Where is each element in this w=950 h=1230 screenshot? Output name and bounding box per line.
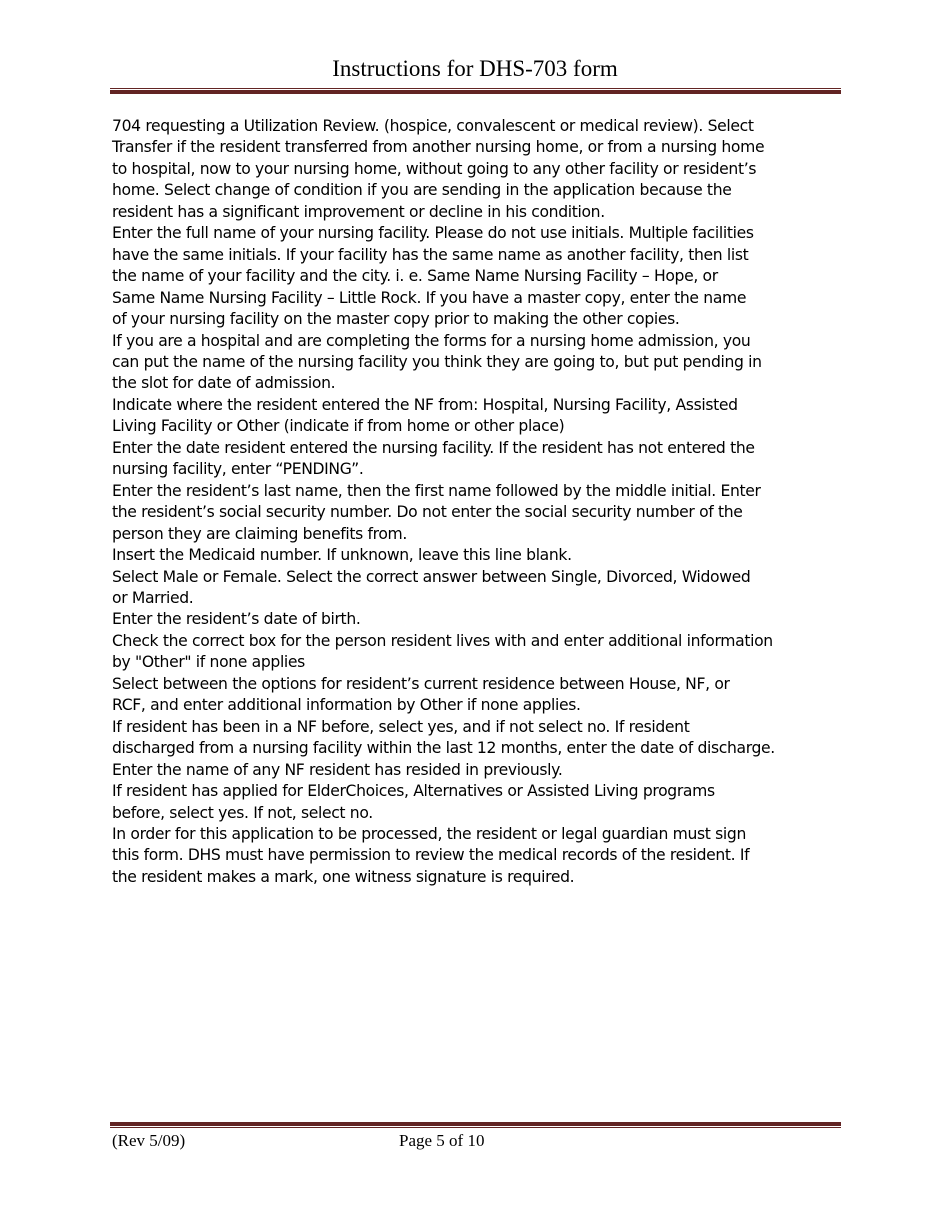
paragraph [112,395,842,438]
text-line: If resident has been in a NF before, select yes, and if not select no. If resident [112,717,690,736]
paragraph [112,824,842,888]
text-line: can put the name of the nursing facility you think they are going to, but put pending in [112,352,762,371]
paragraph [112,760,842,781]
text-line: Enter the name of any NF resident has resided in previously. [112,760,563,779]
text-line: Enter the full name of your nursing facility. Please do not use initials. Multiple facilities [112,224,754,243]
paragraph [112,116,842,223]
revision-label: (Rev 5/09) [112,1131,186,1150]
paragraph [112,609,842,630]
paragraph [112,331,842,395]
paragraph [112,674,842,717]
text-line: Enter the date resident entered the nursing facility. If the resident has not entered the [112,438,755,457]
text-line: Transfer if the resident transferred from another nursing home, or from a nursing home [112,138,765,157]
paragraph [112,223,842,330]
text-line: of your nursing facility on the master copy prior to making the other copies. [112,310,680,329]
paragraph [112,438,842,481]
text-line: Enter the resident’s last name, then the first name followed by the middle initial. Enter [112,481,761,500]
paragraph [112,717,842,760]
page-title: Instructions for DHS-703 form [332,56,618,81]
text-line: If you are a hospital and are completing the forms for a nursing home admission, you [112,331,751,350]
text-line: the resident makes a mark, one witness signature is required. [112,867,575,886]
text-line: discharged from a nursing facility within the last 12 months, enter the date of discharge. [112,739,775,758]
text-line: person they are claiming benefits from. [112,524,407,543]
header-rule [110,88,841,89]
paragraph [112,545,842,566]
text-line: the slot for date of admission. [112,374,336,393]
text-line: nursing facility, enter “PENDING”. [112,460,364,479]
text-line: Insert the Medicaid number. If unknown, leave this line blank. [112,546,572,565]
footer-rule-thick [110,1122,841,1126]
text-line: before, select yes. If not, select no. [112,803,373,822]
text-line: Living Facility or Other (indicate if from home or other place) [112,417,565,436]
text-line: If resident has applied for ElderChoices, Alternatives or Assisted Living programs [112,782,715,801]
text-line: or Married. [112,588,194,607]
text-line: resident has a significant improvement or decline in his condition. [112,202,605,221]
text-line: have the same initials. If your facility has the same name as another facility, then list [112,245,749,264]
text-line: home. Select change of condition if you are sending in the application because the [112,181,732,200]
text-line: Indicate where the resident entered the NF from: Hospital, Nursing Facility, Assisted [112,395,738,414]
header-rule-thick [110,90,841,94]
text-line: by "Other" if none applies [112,653,305,672]
text-line: RCF, and enter additional information by Other if none applies. [112,696,581,715]
text-line: Select Male or Female. Select the correct answer between Single, Divorced, Widowed [112,567,751,586]
text-line: this form. DHS must have permission to review the medical records of the resident. If [112,846,750,865]
text-line: Same Name Nursing Facility – Little Rock. If you have a master copy, enter the name [112,288,747,307]
paragraph [112,567,842,610]
paragraph [112,481,842,545]
text-line: In order for this application to be processed, the resident or legal guardian must sign [112,824,746,843]
text-line: Enter the resident’s date of birth. [112,610,361,629]
paragraph [112,631,842,674]
paragraph [112,781,842,824]
document-body [112,116,842,888]
text-line: Check the correct box for the person resident lives with and enter additional information [112,631,773,650]
page-number: Page 5 of 10 [399,1131,485,1150]
text-line: Select between the options for resident’s current residence between House, NF, or [112,674,730,693]
text-line: the name of your facility and the city. i. e. Same Name Nursing Facility – Hope, or [112,267,718,286]
text-line: to hospital, now to your nursing home, without going to any other facility or resident’s [112,159,757,178]
text-line: the resident’s social security number. Do not enter the social security number of the [112,503,743,522]
text-line: 704 requesting a Utilization Review. (hospice, convalescent or medical review). Select [112,117,754,135]
footer-rule [110,1127,841,1128]
